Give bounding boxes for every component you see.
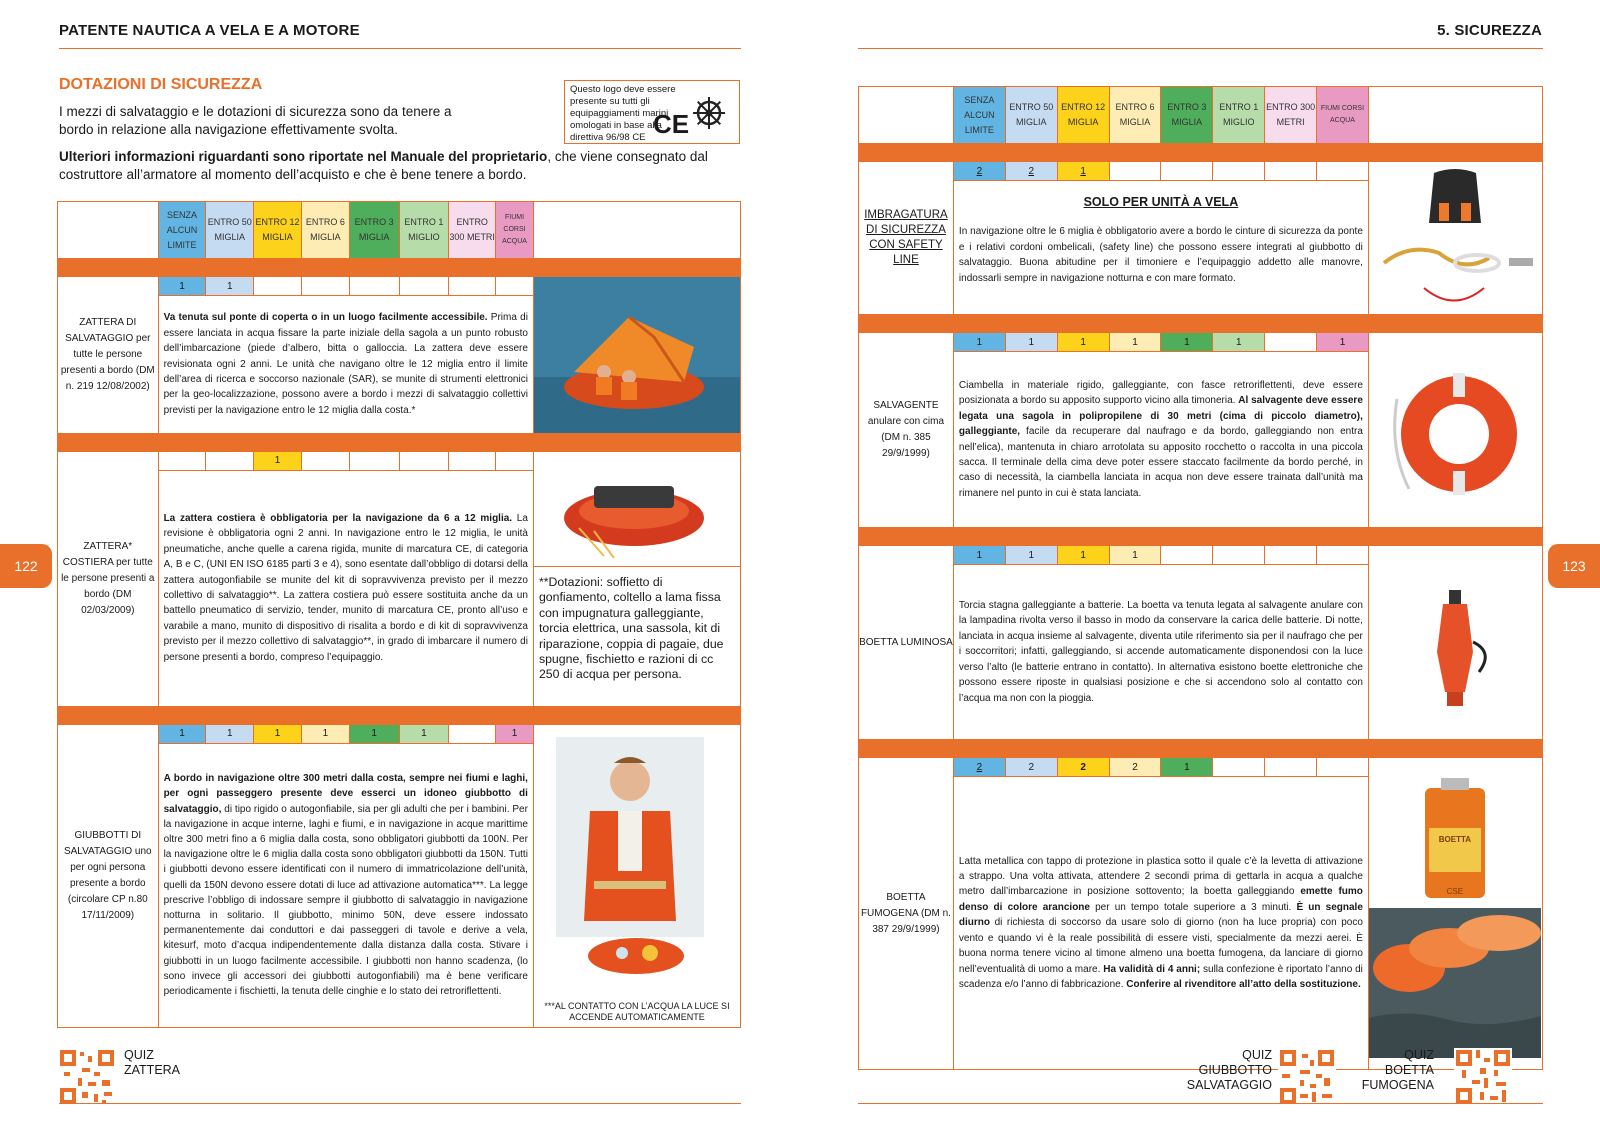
value-cell <box>1317 546 1369 565</box>
value-cell: 1 <box>953 333 1005 352</box>
value-cell <box>1161 162 1213 181</box>
section-intro: I mezzi di salvataggio e le dotazioni di sicurezza sono da tenere a bordo in relazione alla navigazione effettivamente svolta. <box>59 104 452 137</box>
content-row-boetta-fumogena <box>859 777 1543 1070</box>
page-number-right: 123 <box>1548 544 1600 588</box>
value-cell: 2 <box>1109 758 1161 777</box>
cat-entro-3: ENTRO 3 MIGLIA <box>349 202 399 259</box>
text-zattera <box>158 296 533 434</box>
chapter-title: 5. SICUREZZA <box>1437 22 1542 39</box>
value-cell: 1 <box>206 724 254 743</box>
category-header-row <box>859 87 1543 144</box>
cat-fiumi: FIUMI CORSI ACQUA <box>496 202 534 259</box>
value-cell <box>1213 546 1265 565</box>
qr-code-icon <box>1278 1048 1336 1106</box>
value-cell: 1 <box>496 724 534 743</box>
cat-senza-limite: SENZA ALCUN LIMITE <box>953 87 1005 144</box>
can-brand: CSE <box>1446 886 1464 896</box>
text-bold: È un segnale diurno <box>958 901 1363 929</box>
value-cell: 1 <box>1005 546 1057 565</box>
value-cell <box>1265 758 1317 777</box>
text-body: facile da recuperare dal naufrago e da bordo, galleggiando non entra nell’elica), mantenuta in chiaro arrotolata su apposito rocchetto o raccolta in una piccola sacca. Il terminale della cima deve poter essere staccato facilmente da bordo perché, in caso di necessità, la ciambella lanciata in acqua non deve essere trainata dall’unità ma rimanere nel punto in cui è stata lanciata. <box>958 426 1363 499</box>
quiz-label-zattera[interactable]: QUIZ ZATTERA <box>124 1048 181 1077</box>
cat-entro-6: ENTRO 6 MIGLIA <box>1109 87 1161 144</box>
dotazioni-note: **Dotazioni: soffietto di gonfiamento, coltello a lama fissa con impugnatura galleggiante, torcia elettrica, una sassola, kit di riparazione, coppia di pagaie, due spugne, fischietto e razioni di cc 250 di acqua per persona. <box>534 566 740 689</box>
light-buoy-illustration <box>1369 562 1541 732</box>
lifejacket-caption: ***AL CONTATTO CON L’ACQUA LA LUCE SI ACCENDE AUTOMATICAMENTE <box>544 1001 730 1022</box>
value-cell <box>1317 162 1369 181</box>
cat-entro-1: ENTRO 1 MIGLIO <box>1213 87 1265 144</box>
value-cell: 1 <box>206 277 254 296</box>
ce-note-box <box>564 80 740 144</box>
text-body: Prima di essere lanciata in acqua fissare la parte iniziale della sagola a un punto robusto dell’imbarcazione (piede d’albero, bitta o galloccia. La zattera deve essere revisionata ogni 2 anni. Le unità che navigano oltre le 12 miglia entro il limite dell’area di ricerca e soccorso nazionale (SAR), se munite di strumenti elettronici per la geo-localizzazione, possono avere a bordo i mezzi di salvataggio collettivi previsti per la navigazione entro le 12 miglia dalla costa.* <box>163 312 528 416</box>
value-cell: 2 <box>953 758 1005 777</box>
text-imbragatura <box>953 181 1368 315</box>
value-cell: 2 <box>1005 758 1057 777</box>
more-info-rest: , che viene consegnato dal costruttore all’armatore al momento dell’acquisto e che è bene tenere a bordo. <box>59 149 708 182</box>
photo-harness <box>1368 181 1542 315</box>
value-cell: 1 <box>1109 333 1161 352</box>
value-cell: 1 <box>953 546 1005 565</box>
value-cell <box>301 277 349 296</box>
value-cell: 1 <box>1109 546 1161 565</box>
text-body: Latta metallica con tappo di protezione in plastica sotto il quale c’è la levetta di attivazione a strappo. Una volta attivata, attendere 2 secondi prima di gettarla in acqua a qualche metro dall’imbarcazione in posizione sottovento; la boetta galleggiando <box>958 855 1363 898</box>
value-cell <box>449 451 496 470</box>
label-giubbotti: GIUBBOTTI DI SALVATAGGIO uno per ogni persona presente a bordo (circolare CP n.80 17/11/2009) <box>58 724 159 1028</box>
value-cell <box>349 277 399 296</box>
value-cell <box>1265 333 1317 352</box>
value-cell: 1 <box>158 724 206 743</box>
photo-smoke-buoy <box>1368 777 1542 1070</box>
more-info-bold: Ulteriori informazioni riguardanti sono riportate nel Manuale del proprietario <box>59 149 548 164</box>
text-body: di tipo rigido o autogonfiabile, sia per gli adulti che per i bambini. Per la navigazione in acque interne, laghi e fiumi, e in navigazione in acque marittime oltre 300 metri fino a 6 miglia dalla costa, sono obbligatori giubbotti da 100N. Per la navigazione oltre le 6 miglia dalla costa sono obbligatori giubbotti da 150N. Tutti i giubbotti devono essere identificati con il numero di immatricolazione dell’unità, quelli da 150N devono essere dotati di luce ad attivazione automatica***. La legge prescrive l’obbligo di indossare sempre il giubbotto di salvataggio in navigazione notturna in solitario. Il giubbotto, minimo 50N, deve essere indossato permanentemente dai conduttori e dai passeggeri di tavole e derive a vela, kitesurf, moto d’acqua indipendentemente dalla distanza dalla costa. Stivare i giubbotti in un luogo facilmente accessibile. I giubbotti non hanno scadenza, (lo sono invece gli accessori dei giubbotti autogonfiabili) ma è bene verificare periodicamente i fischietti, la tenuta delle cinghie e lo stato dei retroriflettenti. <box>163 803 528 998</box>
value-cell <box>449 277 496 296</box>
orange-separator <box>859 740 1543 758</box>
quiz-label-boetta[interactable]: QUIZ BOETTA FUMOGENA <box>1361 1048 1434 1092</box>
value-cell <box>254 277 302 296</box>
orange-separator <box>58 433 741 451</box>
text-bold: Conferire al rivenditore all’atto della sostituzione. <box>1126 978 1361 990</box>
value-cell: 1 <box>301 724 349 743</box>
value-cell: 1 <box>1317 333 1369 352</box>
right-page <box>800 0 1600 1137</box>
footer-rule <box>59 1103 741 1104</box>
cat-fiumi: FIUMI CORSI ACQUA <box>1317 87 1369 144</box>
text-bold: Ha validità di 4 anni; <box>1103 963 1201 975</box>
value-cell <box>1213 758 1265 777</box>
lifejacket-illustration <box>534 731 738 1001</box>
text-body: di richiesta di soccorso da usare solo di giorno (non ha luce propria) con poco vento e quando vi è la reale possibilità di essere visti, specialmente da mezzi aerei. È buona norma tenere vicino al timone almeno una boetta fumogena, da lanciare di giorno nell’eventualità di uomo a mare. <box>958 917 1363 975</box>
text-zattera-costiera <box>158 470 533 706</box>
value-cell <box>349 451 399 470</box>
right-equipment-table <box>858 86 1543 1070</box>
values-row-salvagente <box>859 333 1543 352</box>
orange-separator <box>58 259 741 277</box>
value-cell <box>496 277 534 296</box>
content-row-boetta-luminosa <box>859 565 1543 740</box>
header-spacer-right <box>533 202 740 259</box>
giubbotti-right-column <box>533 743 740 1028</box>
label-zattera-salvataggio: ZATTERA DI SALVATAGGIO per tutte le persone presenti a bordo (DM n. 219 12/08/2002) <box>58 277 159 434</box>
text-body: sulla confezione è riportato l’anno di scadenza e/o l’anno di fabbricazione. <box>958 963 1363 990</box>
value-cell <box>206 451 254 470</box>
qr-code-quiz-zattera[interactable] <box>58 1048 116 1106</box>
orange-separator <box>859 144 1543 162</box>
cat-entro-12: ENTRO 12 MIGLIA <box>1057 87 1109 144</box>
value-cell: 1 <box>254 451 302 470</box>
quiz-label-giubbotto[interactable]: QUIZ GIUBBOTTO SALVATAGGIO <box>1186 1048 1272 1092</box>
value-cell <box>158 451 206 470</box>
costiera-right-column <box>533 470 740 706</box>
photo-lifebuoy <box>1368 352 1542 528</box>
value-cell: 1 <box>349 724 399 743</box>
value-cell: 1 <box>254 724 302 743</box>
text-giubbotti <box>158 743 533 1028</box>
liferaft-illustration <box>534 277 740 433</box>
value-cell: 1 <box>1213 333 1265 352</box>
left-equipment-table <box>57 201 741 1028</box>
value-cell: 1 <box>1161 758 1213 777</box>
text-body: In navigazione oltre le 6 miglia è obbligatorio avere a bordo le cinture di sicurezza da ponte e i relativi cordoni ombelicali, (safety line) che possono essere integrati al giubbotto di salvataggio. Buona abitudine per il timoniere e l’equipaggio addetto alle manovre, indossarli sempre in navigazione notturna e con mare formato. <box>958 226 1363 284</box>
qr-code-quiz-giubbotto[interactable] <box>1278 1048 1336 1106</box>
text-bold: Al salvagente deve essere legata una sagola in polipropilene di 30 metri (cima di piccolo diametro), galleggiante, <box>958 395 1363 438</box>
cat-entro-300: ENTRO 300 METRI <box>449 202 496 259</box>
value-cell: 1 <box>1057 162 1109 181</box>
text-bold: emette fumo denso di colore arancione <box>958 886 1363 913</box>
label-imbragatura: IMBRAGATURA DI SICUREZZA CON SAFETY LINE <box>859 162 954 315</box>
section-more-info <box>59 148 741 184</box>
coastal-raft-illustration <box>534 456 738 566</box>
text-bold: La zattera costiera è obbligatoria per la navigazione da 6 a 12 miglia. <box>163 512 513 524</box>
value-cell <box>1161 546 1213 565</box>
qr-code-icon <box>58 1048 116 1106</box>
text-bold: Va tenuta sul ponte di coperta o in un luogo facilmente accessibile. <box>163 312 488 324</box>
value-cell: 1 <box>399 724 449 743</box>
photo-liferaft <box>533 296 740 434</box>
value-cell <box>1265 546 1317 565</box>
header-spacer <box>58 202 159 259</box>
label-zattera-costiera: ZATTERA* COSTIERA per tutte le persone presenti a bordo (DM 02/03/2009) <box>58 451 159 706</box>
ce-mark: CE <box>653 109 690 139</box>
category-header-row <box>58 202 741 259</box>
ship-wheel-icon <box>692 96 726 130</box>
orange-separator <box>859 315 1543 333</box>
ce-note-text: Questo logo deve essere presente su tutti gli equipaggiamenti marini omologati in base alla direttiva 96/98 CE <box>570 84 676 143</box>
value-cell <box>449 724 496 743</box>
content-row-giubbotti <box>58 743 741 1028</box>
photo-light-buoy <box>1368 565 1542 740</box>
value-cell: 1 <box>158 277 206 296</box>
cat-entro-300: ENTRO 300 METRI <box>1265 87 1317 144</box>
lifebuoy-illustration <box>1369 359 1541 509</box>
cat-entro-50: ENTRO 50 MIGLIA <box>1005 87 1057 144</box>
value-cell <box>496 451 534 470</box>
value-cell <box>399 277 449 296</box>
harness-illustration <box>1369 163 1541 313</box>
text-boetta-fumogena <box>953 777 1368 1070</box>
content-row-imbragatura <box>859 181 1543 315</box>
value-cell: 1 <box>1057 333 1109 352</box>
value-cell: 1 <box>1005 333 1057 352</box>
orange-separator <box>58 706 741 724</box>
value-cell: 2 <box>1057 758 1109 777</box>
value-cell: 1 <box>1161 333 1213 352</box>
smoke-buoy-illustration <box>1369 758 1541 1058</box>
value-cell <box>1213 162 1265 181</box>
page-number-left: 122 <box>0 544 52 588</box>
text-salvagente <box>953 352 1368 528</box>
footer-rule <box>858 1103 1543 1104</box>
content-row-salvagente <box>859 352 1543 528</box>
value-cell <box>1109 162 1161 181</box>
cat-entro-1: ENTRO 1 MIGLIO <box>399 202 449 259</box>
value-cell <box>399 451 449 470</box>
text-boetta-luminosa: Torcia stagna galleggiante a batterie. La boetta va tenuta legata al salvagente anulare con la lampadina rivolta verso il basso in modo da conservare la carica delle batterie. Di notte, lanciata in acqua insieme al salvagente, diventa utile riferimento sia per il naufrago che per i soccorritori; infatti, galleggiando, si accende automaticamente disponendosi con la luce verso l’alto (le batterie entrano in contatto). In alternativa esistono boette elettroniche che possono essere riposte in qualsiasi posizione e che si accendono solo al contatto con l’acqua ma non con la pioggia. <box>953 565 1368 740</box>
book-title: PATENTE NAUTICA A VELA E A MOTORE <box>59 22 360 39</box>
text-body: Ciambella in materiale rigido, galleggiante, con fasce retroriflettenti, deve essere posizionata a bordo su apposito supporto vicino alla timoneria. <box>958 379 1363 407</box>
value-cell <box>1317 758 1369 777</box>
cat-entro-3: ENTRO 3 MIGLIA <box>1161 87 1213 144</box>
value-cell: 2 <box>953 162 1005 181</box>
label-salvagente: SALVAGENTE anulare con cima (DM n. 385 29/9/1999) <box>859 333 954 528</box>
value-cell: 1 <box>1057 546 1109 565</box>
cat-entro-50: ENTRO 50 MIGLIA <box>206 202 254 259</box>
cat-entro-12: ENTRO 12 MIGLIA <box>254 202 302 259</box>
value-cell: 2 <box>1005 162 1057 181</box>
text-body: La revisione è obbligatoria ogni 2 anni. In navigazione entro le 12 miglia, le unità pneumatiche, anche quelle a carena rigida, munite di marcatura CE, di categoria A, B e C, (UNI EN ISO 6185 parti 3 e 4), sono esentate dall’obbligo di dotarsi della zattera autogonfiabile se munite del kit di sopravvivenza previsto per il mezzo collettivo di salvataggio**. La zattera costiera può essere sostituita anche da un battello pneumatico di servizio, tender, munito di marcatura CE, pronto all’uso e varabile a mano, munito di dispositivo di risalita a bordo e di kit di sopravvivenza previsto per il mezzo collettivo di salvataggio**, in grado di imbarcare il numero di persone presenti a bordo, compreso l’equipaggio. <box>163 512 528 663</box>
qr-code-icon <box>1454 1048 1512 1106</box>
orange-separator <box>859 528 1543 546</box>
content-row-zattera-costiera <box>58 470 741 706</box>
text-bold: A bordo in navigazione oltre 300 metri dalla costa, sempre nei fiumi e laghi, per ogni passeggero presente deve esserci un idoneo giubbotto di salvataggio, <box>163 773 528 815</box>
qr-code-quiz-boetta[interactable] <box>1454 1048 1512 1106</box>
label-boetta-luminosa: BOETTA LUMINOSA <box>859 546 954 740</box>
imbragatura-heading: SOLO PER UNITÀ A VELA <box>1083 195 1239 209</box>
value-cell <box>1265 162 1317 181</box>
section-title: DOTAZIONI DI SICUREZZA <box>59 76 263 93</box>
text-body: per un tempo totale superiore a 3 minuti. <box>1089 901 1297 913</box>
cat-senza-limite: SENZA ALCUN LIMITE <box>158 202 206 259</box>
label-boetta-fumogena: BOETTA FUMOGENA (DM n. 387 29/9/1999) <box>859 758 954 1070</box>
header-rule <box>858 48 1543 49</box>
value-cell <box>301 451 349 470</box>
header-rule <box>59 48 741 49</box>
can-label: BOETTA <box>1438 834 1472 844</box>
cat-entro-6: ENTRO 6 MIGLIA <box>301 202 349 259</box>
content-row-zattera <box>58 296 741 434</box>
